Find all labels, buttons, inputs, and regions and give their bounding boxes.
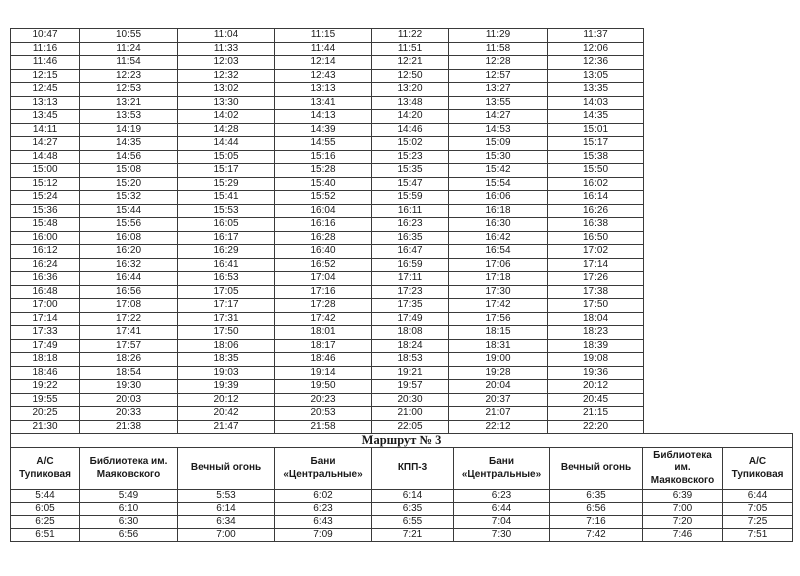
table-row — [11, 137, 644, 151]
departure-time-cell: 15:23 — [372, 150, 449, 164]
departure-time-cell: 15:54 — [449, 177, 548, 191]
departure-time-cell: 19:00 — [449, 353, 548, 367]
departure-time-cell: 15:17 — [548, 137, 644, 151]
table-row — [11, 339, 644, 353]
departure-time-cell: 13:13 — [275, 83, 372, 97]
departure-time-cell: 16:06 — [449, 191, 548, 205]
departure-time-cell: 15:17 — [178, 164, 275, 178]
table-row — [11, 529, 793, 542]
departure-time-cell: 16:40 — [275, 245, 372, 259]
departure-time-cell: 20:53 — [275, 407, 372, 421]
departure-time-cell: 17:49 — [11, 339, 80, 353]
departure-time-cell: 6:35 — [372, 503, 454, 516]
departure-time-cell: 16:29 — [178, 245, 275, 259]
departure-time-cell: 15:09 — [449, 137, 548, 151]
departure-time-cell: 15:52 — [275, 191, 372, 205]
departure-time-cell: 17:33 — [11, 326, 80, 340]
departure-time-cell: 17:04 — [275, 272, 372, 286]
departure-time-cell: 21:30 — [11, 420, 80, 434]
departure-time-cell: 21:15 — [548, 407, 644, 421]
table-row — [11, 191, 644, 205]
departure-time-cell: 14:27 — [11, 137, 80, 151]
departure-time-cell: 11:33 — [178, 42, 275, 56]
departure-time-cell: 5:53 — [178, 490, 275, 503]
departure-time-cell: 19:57 — [372, 380, 449, 394]
table-row — [11, 83, 644, 97]
departure-time-cell: 14:55 — [275, 137, 372, 151]
departure-time-cell: 15:16 — [275, 150, 372, 164]
departure-time-cell: 11:22 — [372, 29, 449, 43]
departure-time-cell: 6:23 — [454, 490, 550, 503]
departure-time-cell: 20:33 — [80, 407, 178, 421]
departure-time-cell: 20:42 — [178, 407, 275, 421]
departure-time-cell: 13:20 — [372, 83, 449, 97]
table-row — [11, 258, 644, 272]
departure-time-cell: 7:16 — [550, 516, 643, 529]
table-row — [11, 353, 644, 367]
departure-time-cell: 7:09 — [275, 529, 372, 542]
departure-time-cell: 15:02 — [372, 137, 449, 151]
table-row — [11, 204, 644, 218]
departure-time-cell: 19:08 — [548, 353, 644, 367]
departure-time-cell: 16:05 — [178, 218, 275, 232]
departure-time-cell: 12:53 — [80, 83, 178, 97]
departure-time-cell: 13:48 — [372, 96, 449, 110]
departure-time-cell: 7:21 — [372, 529, 454, 542]
departure-time-cell: 13:45 — [11, 110, 80, 124]
departure-time-cell: 17:17 — [178, 299, 275, 313]
departure-time-cell: 11:46 — [11, 56, 80, 70]
station-header: Библиотека им. Маяковского — [80, 448, 178, 490]
departure-time-cell: 15:05 — [178, 150, 275, 164]
departure-time-cell: 20:25 — [11, 407, 80, 421]
departure-time-cell: 15:38 — [548, 150, 644, 164]
departure-time-cell: 19:14 — [275, 366, 372, 380]
table-row — [11, 96, 644, 110]
departure-time-cell: 15:30 — [449, 150, 548, 164]
departure-time-cell: 17:06 — [449, 258, 548, 272]
departure-time-cell: 6:55 — [372, 516, 454, 529]
departure-time-cell: 6:25 — [11, 516, 80, 529]
departure-time-cell: 11:44 — [275, 42, 372, 56]
route3-timetable-body — [11, 490, 793, 542]
departure-time-cell: 19:36 — [548, 366, 644, 380]
departure-time-cell: 15:40 — [275, 177, 372, 191]
departure-time-cell: 18:23 — [548, 326, 644, 340]
departure-time-cell: 16:08 — [80, 231, 178, 245]
departure-time-cell: 16:42 — [449, 231, 548, 245]
departure-time-cell: 22:12 — [449, 420, 548, 434]
departure-time-cell: 16:00 — [11, 231, 80, 245]
departure-time-cell: 11:15 — [275, 29, 372, 43]
departure-time-cell: 18:26 — [80, 353, 178, 367]
table-row — [11, 326, 644, 340]
departure-time-cell: 13:21 — [80, 96, 178, 110]
departure-time-cell: 17:30 — [449, 285, 548, 299]
departure-time-cell: 16:24 — [11, 258, 80, 272]
departure-time-cell: 15:35 — [372, 164, 449, 178]
departure-time-cell: 19:28 — [449, 366, 548, 380]
departure-time-cell: 17:11 — [372, 272, 449, 286]
departure-time-cell: 15:50 — [548, 164, 644, 178]
departure-time-cell: 14:11 — [11, 123, 80, 137]
departure-time-cell: 16:36 — [11, 272, 80, 286]
departure-time-cell: 17:50 — [178, 326, 275, 340]
table-row — [11, 231, 644, 245]
departure-time-cell: 13:55 — [449, 96, 548, 110]
station-header: А/С Тупиковая — [723, 448, 793, 490]
departure-time-cell: 11:29 — [449, 29, 548, 43]
departure-time-cell: 6:14 — [178, 503, 275, 516]
departure-time-cell: 12:21 — [372, 56, 449, 70]
departure-time-cell: 14:46 — [372, 123, 449, 137]
departure-time-cell: 17:38 — [548, 285, 644, 299]
station-header: А/С Тупиковая — [11, 448, 80, 490]
departure-time-cell: 6:51 — [11, 529, 80, 542]
departure-time-cell: 6:39 — [643, 490, 723, 503]
departure-time-cell: 14:35 — [548, 110, 644, 124]
departure-time-cell: 16:41 — [178, 258, 275, 272]
departure-time-cell: 17:57 — [80, 339, 178, 353]
departure-time-cell: 15:28 — [275, 164, 372, 178]
departure-time-cell: 19:50 — [275, 380, 372, 394]
upper-timetable — [10, 28, 644, 434]
departure-time-cell: 6:23 — [275, 503, 372, 516]
departure-time-cell: 17:14 — [548, 258, 644, 272]
departure-time-cell: 13:53 — [80, 110, 178, 124]
table-row — [11, 490, 793, 503]
departure-time-cell: 7:05 — [723, 503, 793, 516]
departure-time-cell: 20:30 — [372, 393, 449, 407]
departure-time-cell: 11:37 — [548, 29, 644, 43]
departure-time-cell: 17:50 — [548, 299, 644, 313]
departure-time-cell: 20:45 — [548, 393, 644, 407]
station-header: Вечный огонь — [550, 448, 643, 490]
departure-time-cell: 6:35 — [550, 490, 643, 503]
departure-time-cell: 18:53 — [372, 353, 449, 367]
departure-time-cell: 18:17 — [275, 339, 372, 353]
departure-time-cell: 15:01 — [548, 123, 644, 137]
departure-time-cell: 14:48 — [11, 150, 80, 164]
departure-time-cell: 11:54 — [80, 56, 178, 70]
departure-time-cell: 22:20 — [548, 420, 644, 434]
departure-time-cell: 17:08 — [80, 299, 178, 313]
table-row — [11, 150, 644, 164]
departure-time-cell: 12:28 — [449, 56, 548, 70]
departure-time-cell: 17:22 — [80, 312, 178, 326]
departure-time-cell: 18:46 — [275, 353, 372, 367]
departure-time-cell: 12:45 — [11, 83, 80, 97]
departure-time-cell: 6:44 — [454, 503, 550, 516]
departure-time-cell: 22:05 — [372, 420, 449, 434]
departure-time-cell: 12:15 — [11, 69, 80, 83]
departure-time-cell: 18:31 — [449, 339, 548, 353]
departure-time-cell: 14:13 — [275, 110, 372, 124]
departure-time-cell: 21:47 — [178, 420, 275, 434]
departure-time-cell: 14:03 — [548, 96, 644, 110]
departure-time-cell: 17:26 — [548, 272, 644, 286]
departure-time-cell: 5:49 — [80, 490, 178, 503]
departure-time-cell: 6:05 — [11, 503, 80, 516]
departure-time-cell: 18:54 — [80, 366, 178, 380]
departure-time-cell: 17:14 — [11, 312, 80, 326]
departure-time-cell: 19:30 — [80, 380, 178, 394]
table-row — [11, 272, 644, 286]
departure-time-cell: 16:28 — [275, 231, 372, 245]
departure-time-cell: 11:04 — [178, 29, 275, 43]
departure-time-cell: 17:18 — [449, 272, 548, 286]
departure-time-cell: 16:44 — [80, 272, 178, 286]
departure-time-cell: 12:43 — [275, 69, 372, 83]
departure-time-cell: 14:56 — [80, 150, 178, 164]
departure-time-cell: 17:28 — [275, 299, 372, 313]
departure-time-cell: 20:37 — [449, 393, 548, 407]
departure-time-cell: 12:32 — [178, 69, 275, 83]
route3-stations-row — [11, 448, 793, 490]
departure-time-cell: 7:51 — [723, 529, 793, 542]
departure-time-cell: 6:56 — [550, 503, 643, 516]
departure-time-cell: 14:28 — [178, 123, 275, 137]
departure-time-cell: 15:20 — [80, 177, 178, 191]
departure-time-cell: 16:32 — [80, 258, 178, 272]
upper-timetable-body — [11, 29, 644, 434]
departure-time-cell: 18:18 — [11, 353, 80, 367]
departure-time-cell: 16:30 — [449, 218, 548, 232]
departure-time-cell: 13:41 — [275, 96, 372, 110]
departure-time-cell: 6:56 — [80, 529, 178, 542]
departure-time-cell: 20:12 — [548, 380, 644, 394]
route3-header — [11, 434, 793, 490]
departure-time-cell: 16:11 — [372, 204, 449, 218]
table-row — [11, 503, 793, 516]
departure-time-cell: 16:50 — [548, 231, 644, 245]
departure-time-cell: 16:14 — [548, 191, 644, 205]
departure-time-cell: 19:39 — [178, 380, 275, 394]
departure-time-cell: 18:15 — [449, 326, 548, 340]
departure-time-cell: 7:46 — [643, 529, 723, 542]
departure-time-cell: 16:48 — [11, 285, 80, 299]
departure-time-cell: 12:36 — [548, 56, 644, 70]
table-row — [11, 393, 644, 407]
departure-time-cell: 12:14 — [275, 56, 372, 70]
table-row — [11, 69, 644, 83]
departure-time-cell: 14:20 — [372, 110, 449, 124]
departure-time-cell: 14:53 — [449, 123, 548, 137]
departure-time-cell: 13:02 — [178, 83, 275, 97]
table-row — [11, 366, 644, 380]
departure-time-cell: 6:10 — [80, 503, 178, 516]
departure-time-cell: 17:02 — [548, 245, 644, 259]
departure-time-cell: 7:00 — [178, 529, 275, 542]
departure-time-cell: 19:03 — [178, 366, 275, 380]
table-row — [11, 420, 644, 434]
departure-time-cell: 11:24 — [80, 42, 178, 56]
departure-time-cell: 21:58 — [275, 420, 372, 434]
departure-time-cell: 21:07 — [449, 407, 548, 421]
departure-time-cell: 18:39 — [548, 339, 644, 353]
departure-time-cell: 13:13 — [11, 96, 80, 110]
table-row — [11, 285, 644, 299]
departure-time-cell: 14:44 — [178, 137, 275, 151]
departure-time-cell: 20:03 — [80, 393, 178, 407]
departure-time-cell: 13:30 — [178, 96, 275, 110]
departure-time-cell: 14:27 — [449, 110, 548, 124]
departure-time-cell: 7:25 — [723, 516, 793, 529]
departure-time-cell: 14:02 — [178, 110, 275, 124]
departure-time-cell: 14:39 — [275, 123, 372, 137]
departure-time-cell: 17:16 — [275, 285, 372, 299]
table-row — [11, 29, 644, 43]
departure-time-cell: 16:38 — [548, 218, 644, 232]
table-row — [11, 299, 644, 313]
departure-time-cell: 5:44 — [11, 490, 80, 503]
departure-time-cell: 11:51 — [372, 42, 449, 56]
departure-time-cell: 16:47 — [372, 245, 449, 259]
departure-time-cell: 18:46 — [11, 366, 80, 380]
departure-time-cell: 15:59 — [372, 191, 449, 205]
table-row — [11, 245, 644, 259]
departure-time-cell: 16:12 — [11, 245, 80, 259]
departure-time-cell: 17:42 — [275, 312, 372, 326]
departure-time-cell: 6:30 — [80, 516, 178, 529]
departure-time-cell: 16:35 — [372, 231, 449, 245]
departure-time-cell: 15:48 — [11, 218, 80, 232]
departure-time-cell: 13:35 — [548, 83, 644, 97]
departure-time-cell: 7:20 — [643, 516, 723, 529]
departure-time-cell: 14:19 — [80, 123, 178, 137]
departure-time-cell: 15:12 — [11, 177, 80, 191]
table-row — [11, 407, 644, 421]
departure-time-cell: 17:49 — [372, 312, 449, 326]
departure-time-cell: 21:38 — [80, 420, 178, 434]
departure-time-cell: 15:53 — [178, 204, 275, 218]
departure-time-cell: 18:06 — [178, 339, 275, 353]
departure-time-cell: 16:02 — [548, 177, 644, 191]
departure-time-cell: 15:41 — [178, 191, 275, 205]
route3-title-row — [11, 434, 793, 448]
departure-time-cell: 17:31 — [178, 312, 275, 326]
departure-time-cell: 6:43 — [275, 516, 372, 529]
departure-time-cell: 19:21 — [372, 366, 449, 380]
departure-time-cell: 16:18 — [449, 204, 548, 218]
table-row — [11, 123, 644, 137]
departure-time-cell: 6:44 — [723, 490, 793, 503]
departure-time-cell: 12:57 — [449, 69, 548, 83]
departure-time-cell: 10:55 — [80, 29, 178, 43]
departure-time-cell: 12:23 — [80, 69, 178, 83]
departure-time-cell: 20:04 — [449, 380, 548, 394]
departure-time-cell: 18:04 — [548, 312, 644, 326]
departure-time-cell: 15:56 — [80, 218, 178, 232]
table-row — [11, 218, 644, 232]
departure-time-cell: 12:06 — [548, 42, 644, 56]
table-row — [11, 380, 644, 394]
departure-time-cell: 16:52 — [275, 258, 372, 272]
station-header: Бани «Центральные» — [275, 448, 372, 490]
departure-time-cell: 16:23 — [372, 218, 449, 232]
departure-time-cell: 18:01 — [275, 326, 372, 340]
departure-time-cell: 15:24 — [11, 191, 80, 205]
departure-time-cell: 13:27 — [449, 83, 548, 97]
station-header: КПП-3 — [372, 448, 454, 490]
departure-time-cell: 19:55 — [11, 393, 80, 407]
route3-timetable — [10, 433, 793, 542]
route3-title: Маршрут № 3 — [11, 434, 793, 448]
departure-time-cell: 6:14 — [372, 490, 454, 503]
departure-time-cell: 15:08 — [80, 164, 178, 178]
departure-time-cell: 19:22 — [11, 380, 80, 394]
departure-time-cell: 21:00 — [372, 407, 449, 421]
table-row — [11, 164, 644, 178]
departure-time-cell: 7:30 — [454, 529, 550, 542]
departure-time-cell: 7:42 — [550, 529, 643, 542]
departure-time-cell: 17:42 — [449, 299, 548, 313]
table-row — [11, 177, 644, 191]
departure-time-cell: 15:42 — [449, 164, 548, 178]
departure-time-cell: 15:32 — [80, 191, 178, 205]
departure-time-cell: 16:16 — [275, 218, 372, 232]
departure-time-cell: 16:59 — [372, 258, 449, 272]
table-row — [11, 56, 644, 70]
departure-time-cell: 15:36 — [11, 204, 80, 218]
departure-time-cell: 15:29 — [178, 177, 275, 191]
departure-time-cell: 15:00 — [11, 164, 80, 178]
departure-time-cell: 7:00 — [643, 503, 723, 516]
departure-time-cell: 17:35 — [372, 299, 449, 313]
table-row — [11, 312, 644, 326]
departure-time-cell: 18:08 — [372, 326, 449, 340]
departure-time-cell: 10:47 — [11, 29, 80, 43]
departure-time-cell: 16:54 — [449, 245, 548, 259]
table-row — [11, 42, 644, 56]
table-row — [11, 516, 793, 529]
departure-time-cell: 11:16 — [11, 42, 80, 56]
departure-time-cell: 16:56 — [80, 285, 178, 299]
departure-time-cell: 13:05 — [548, 69, 644, 83]
departure-time-cell: 16:53 — [178, 272, 275, 286]
station-header: Библиотека им. Маяковского — [643, 448, 723, 490]
departure-time-cell: 20:12 — [178, 393, 275, 407]
departure-time-cell: 16:26 — [548, 204, 644, 218]
departure-time-cell: 18:35 — [178, 353, 275, 367]
departure-time-cell: 16:17 — [178, 231, 275, 245]
departure-time-cell: 14:35 — [80, 137, 178, 151]
departure-time-cell: 11:58 — [449, 42, 548, 56]
departure-time-cell: 7:04 — [454, 516, 550, 529]
station-header: Бани «Центральные» — [454, 448, 550, 490]
departure-time-cell: 6:34 — [178, 516, 275, 529]
departure-time-cell: 17:05 — [178, 285, 275, 299]
departure-time-cell: 15:44 — [80, 204, 178, 218]
departure-time-cell: 12:50 — [372, 69, 449, 83]
departure-time-cell: 6:02 — [275, 490, 372, 503]
departure-time-cell: 17:23 — [372, 285, 449, 299]
departure-time-cell: 17:41 — [80, 326, 178, 340]
table-row — [11, 110, 644, 124]
departure-time-cell: 20:23 — [275, 393, 372, 407]
departure-time-cell: 17:00 — [11, 299, 80, 313]
departure-time-cell: 16:20 — [80, 245, 178, 259]
departure-time-cell: 17:56 — [449, 312, 548, 326]
departure-time-cell: 15:47 — [372, 177, 449, 191]
departure-time-cell: 16:04 — [275, 204, 372, 218]
departure-time-cell: 18:24 — [372, 339, 449, 353]
station-header: Вечный огонь — [178, 448, 275, 490]
departure-time-cell: 12:03 — [178, 56, 275, 70]
